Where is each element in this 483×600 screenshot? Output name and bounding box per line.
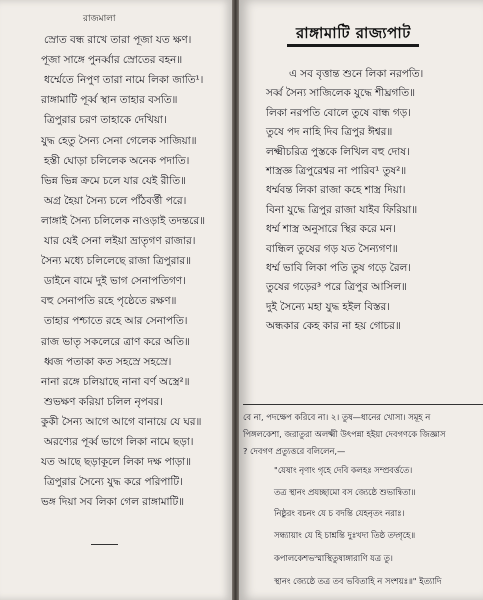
verse-line: ভিন্ন ভিন্ন ক্রমে চলে যার যেই রীতি॥ — [41, 174, 186, 187]
footnote-line: বে না, পদক্ষেপ করিবে না। ২। তুষ—ধানের খোসা। সমূহ ন — [243, 412, 431, 422]
verse-line: যার যেই সেনা লইয়া ভ্রাতৃগণ রাজার। — [44, 235, 196, 247]
verse-line: রাঙ্গামাটি পূর্ব্ব স্থান তাহার বসতি॥ — [41, 94, 178, 107]
running-head: রাজমালা — [83, 14, 116, 24]
footnote-line: সন্ধ্যায়াং যে হি চাশ্নন্তি দুঃখদা তিষ্ঠ তদ্গৃহে॥ — [274, 530, 416, 540]
verse-line: ধর্ম্ম শাস্ত্র অনুসারে স্থির করে মন। — [266, 223, 396, 236]
verse-line: কুকী সৈন্য আগে আগে বানায়ে যে ঘর॥ — [41, 415, 202, 428]
chapter-title-underline — [287, 44, 419, 47]
verse-line: বিনা যুদ্ধে ত্রিপুর রাজা যাইব ফিরিয়া॥ — [266, 203, 418, 216]
verse-line: অন্ধকার কেহ কার না হয় গোচর॥ — [266, 320, 401, 333]
verse-line: বান্ধিল তুষের গড় যত সৈন্যগণ॥ — [266, 242, 398, 255]
verse-line: এ সব বৃত্তান্ত শুনে লিকা নরপতি। — [289, 68, 424, 80]
chapter-title: রাঙ্গামাটি রাজ্যপাট — [296, 24, 411, 42]
verse-line: হস্তী ঘোড়া চলিলেক অনেক পদাতি। — [44, 154, 190, 167]
footnote-line: স্থানং জ্যেষ্ঠে তত্র তব ভবিতাহি ন সংশয়ঃ॥" ইত্যাদি — [274, 576, 442, 586]
verse-line: ভঙ্গ দিয়া সব লিকা গেল রাঙ্গামাটি॥ — [41, 496, 185, 509]
verse-line: বহু সেনাপতি রহে পৃষ্ঠেতে রক্ষণ॥ — [41, 295, 177, 308]
verse-line: লিকা নরপতি বোলে তুষে বান্ধ গড়। — [266, 106, 411, 119]
verse-line: শাস্ত্রজ্ঞ ত্রিপুরেশ্বর না পারিব¹ তুষ²॥ — [266, 165, 407, 177]
footnote-line: "যেষাং নৃণাং গৃহে দেবি কলহঃ সম্প্রবর্ত্ততে। — [274, 465, 413, 475]
verse-line: শুভক্ষণ করিয়া চলিল নৃপবর। — [44, 395, 163, 408]
verse-line: ধর্ম্মবন্ত লিকা রাজা কহে শাস্ত্র দিয়া। — [266, 184, 406, 197]
verse-line: অরণ্যের পূর্ব্ব ভাগে লিকা নামে ছড়া। — [44, 436, 194, 448]
verse-line: লাঙ্গাই সৈন্য চলিলেক নাওড়াই তদন্তরে॥ — [41, 214, 205, 227]
footnote-line: পিঙ্গলকেশা, জরাতুরা অলক্ষ্মী উৎপন্না হইয়া দেবগণকে জিজ্ঞাস — [243, 429, 446, 439]
verse-line: ত্রিপুরার সৈন্যে যুদ্ধ করে পরিপাটি। — [44, 476, 183, 489]
verse-line: রাজ ভাতৃ সকলেরে ত্রাণ করে অতি॥ — [41, 335, 190, 348]
verse-line: পূজা সাঙ্গে পুনর্ব্বার স্রোতের বহন॥ — [41, 54, 183, 67]
verse-line: লক্ষ্মীচরিত্র পুস্তকে লিখিল বহু দোষ। — [266, 145, 410, 158]
footnote-line: নিষ্ঠুরং বচনং যে চ বদন্তি যেহনৃতং নরাঃ। — [274, 508, 405, 518]
verse-line: যুদ্ধ হেতু সৈন্য সেনা গেলেক সাজিয়া॥ — [41, 134, 197, 147]
verse-line: ডাইনে বামে দুই ভাগ সেনাপতিগণ। — [44, 275, 186, 288]
verse-line: তুষের গড়ের³ পরে ত্রিপুর আসিল॥ — [266, 281, 407, 294]
verse-line: তাহার পশ্চাতে রহে আর সেনাপতি। — [44, 315, 188, 328]
verse-line: সর্ব্ব সৈন্য সাজিলেক যুদ্ধে শীঘ্রগতি॥ — [266, 87, 415, 100]
verse-line: দুই সৈন্যে মহা যুদ্ধ হইল বিস্তর। — [266, 300, 390, 313]
verse-line: ধ্বজ পতাকা কত সহস্রে সহস্রে। — [44, 355, 172, 368]
footnote-line: কপালকেশভস্মাস্থিতুষাঙ্গারাণি যত্র তু। — [274, 553, 393, 563]
verse-line: নানা রঙ্গে চলিয়াছে নানা বর্ণ অস্ত্রে²॥ — [41, 375, 190, 388]
verse-line: তুষে পদ নাহি দিব ত্রিপুর ঈশ্বর॥ — [266, 126, 393, 139]
verse-line: স্রোত বন্ধ রাখে তারা পূজা যত ক্ষণ। — [44, 34, 192, 46]
verse-line: সৈন্য মধ্যে চলিলেছে রাজা ত্রিপুরার॥ — [41, 255, 192, 268]
footnote-line: তত্র স্থানং প্রযচ্ছামো বস জ্যেষ্ঠে শুভান্বিতা॥ — [274, 487, 416, 497]
verse-line: ধর্ম্ম ভাবি লিকা পতি তুষ গড়ে রৈল। — [266, 262, 411, 274]
verse-line: ধর্ম্মেতে নিপুণ তারা নামে লিকা জাতি¹। — [44, 74, 204, 87]
section-end-rule — [91, 544, 118, 545]
footnote-separator — [243, 404, 483, 405]
footnote-line: ? দেবগণ প্রত্যুত্তরে বলিলেন,— — [243, 446, 346, 456]
verse-line: ত্রিপুরার চরণ তাহাকে দেখিয়া। — [44, 114, 167, 127]
book-gutter — [232, 0, 239, 600]
verse-line: যত আছে ছড়াকূলে লিকা দক্ষ পাড়া॥ — [41, 456, 192, 469]
verse-line: অগ্র হৈয়া সৈন্য চলে পাঁঠবর্ত্তী পরে। — [44, 194, 187, 207]
